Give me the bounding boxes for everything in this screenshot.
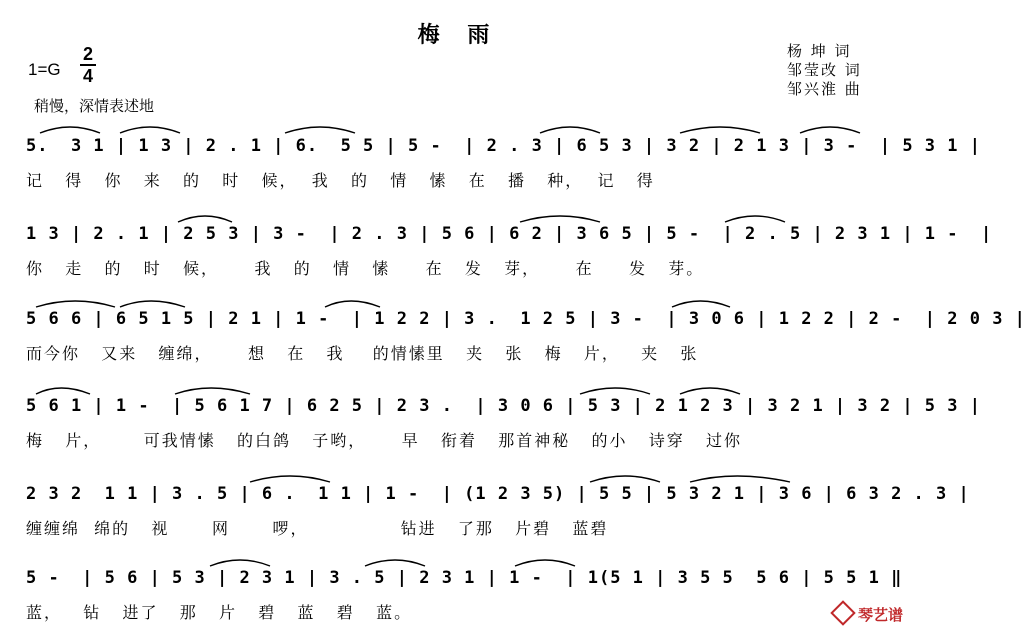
meter-bottom: 4 <box>82 66 93 86</box>
credit-lyricist: 杨 坤 词 <box>787 42 852 60</box>
notation-line: 2 3 2 1 1 | 3 . 5 | 6 . 1 1 | 1 - | (1 2 3 5) | 5 5 | 5 3 2 1 | 3 6 | 6 3 2 . 3 | <box>26 484 970 504</box>
lyric-line: 蓝， 钻 进了 那 片 碧 蓝 碧 蓝。 <box>26 603 413 622</box>
tempo-marking: 稍慢，深情表述地 <box>34 97 155 115</box>
logo-icon <box>830 600 855 625</box>
credit-composer: 邹兴淮 曲 <box>787 80 862 98</box>
lyric-line: 梅 片， 可我情愫 的白鸽 子哟， 早 衔着 那首神秘 的小 诗穿 过你 <box>26 431 743 450</box>
lyric-line: 记 得 你 来 的 时 候， 我 的 情 愫 在 播 种， 记 得 <box>26 171 655 190</box>
notation-line: 5 6 1 | 1 - | 5 6 1 7 | 6 2 5 | 2 3 . | 3 0 6 | 5 3 | 2 1 2 3 | 3 2 1 | 3 2 | 5 3 | <box>26 396 981 416</box>
notation-line: 5 - | 5 6 | 5 3 | 2 3 1 | 3 . 5 | 2 3 1 | 1 - | 1(5 1 | 3 5 5 5 6 | 5 5 1 ‖ <box>26 568 903 588</box>
lyric-line: 你 走 的 时 候， 我 的 情 愫 在 发 芽， 在 发 芽。 <box>26 259 705 278</box>
notation-line: 5 6 6 | 6 5 1 5 | 2 1 | 1 - | 1 2 2 | 3 . 1 2 5 | 3 - | 3 0 6 | 1 2 2 | 2 - | 2 0 3 | <box>26 309 1026 329</box>
meter-top: 2 <box>82 44 93 64</box>
key-signature: 1=G <box>28 60 61 79</box>
brand-logo <box>834 604 903 625</box>
logo-text: 琴艺谱 <box>857 606 903 624</box>
song-title: 梅 雨 <box>417 23 500 48</box>
notation-line: 1 3 | 2 . 1 | 2 5 3 | 3 - | 2 . 3 | 5 6 | 6 2 | 3 6 5 | 5 - | 2 . 5 | 2 3 1 | 1 - | <box>26 224 993 244</box>
credit-reviser: 邹莹改 词 <box>787 61 862 79</box>
lyric-line: 而今你 又来 缠绵， 想 在 我 的情愫里 夹 张 梅 片， 夹 张 <box>26 344 699 363</box>
notation-line: 5. 3 1 | 1 3 | 2 . 1 | 6. 5 5 | 5 - | 2 . 3 | 6 5 3 | 3 2 | 2 1 3 | 3 - | 5 3 1 | <box>26 136 981 156</box>
lyric-line: 缠缠绵 绵的 视 网 啰， 钻进 了那 片碧 蓝碧 <box>26 519 609 538</box>
